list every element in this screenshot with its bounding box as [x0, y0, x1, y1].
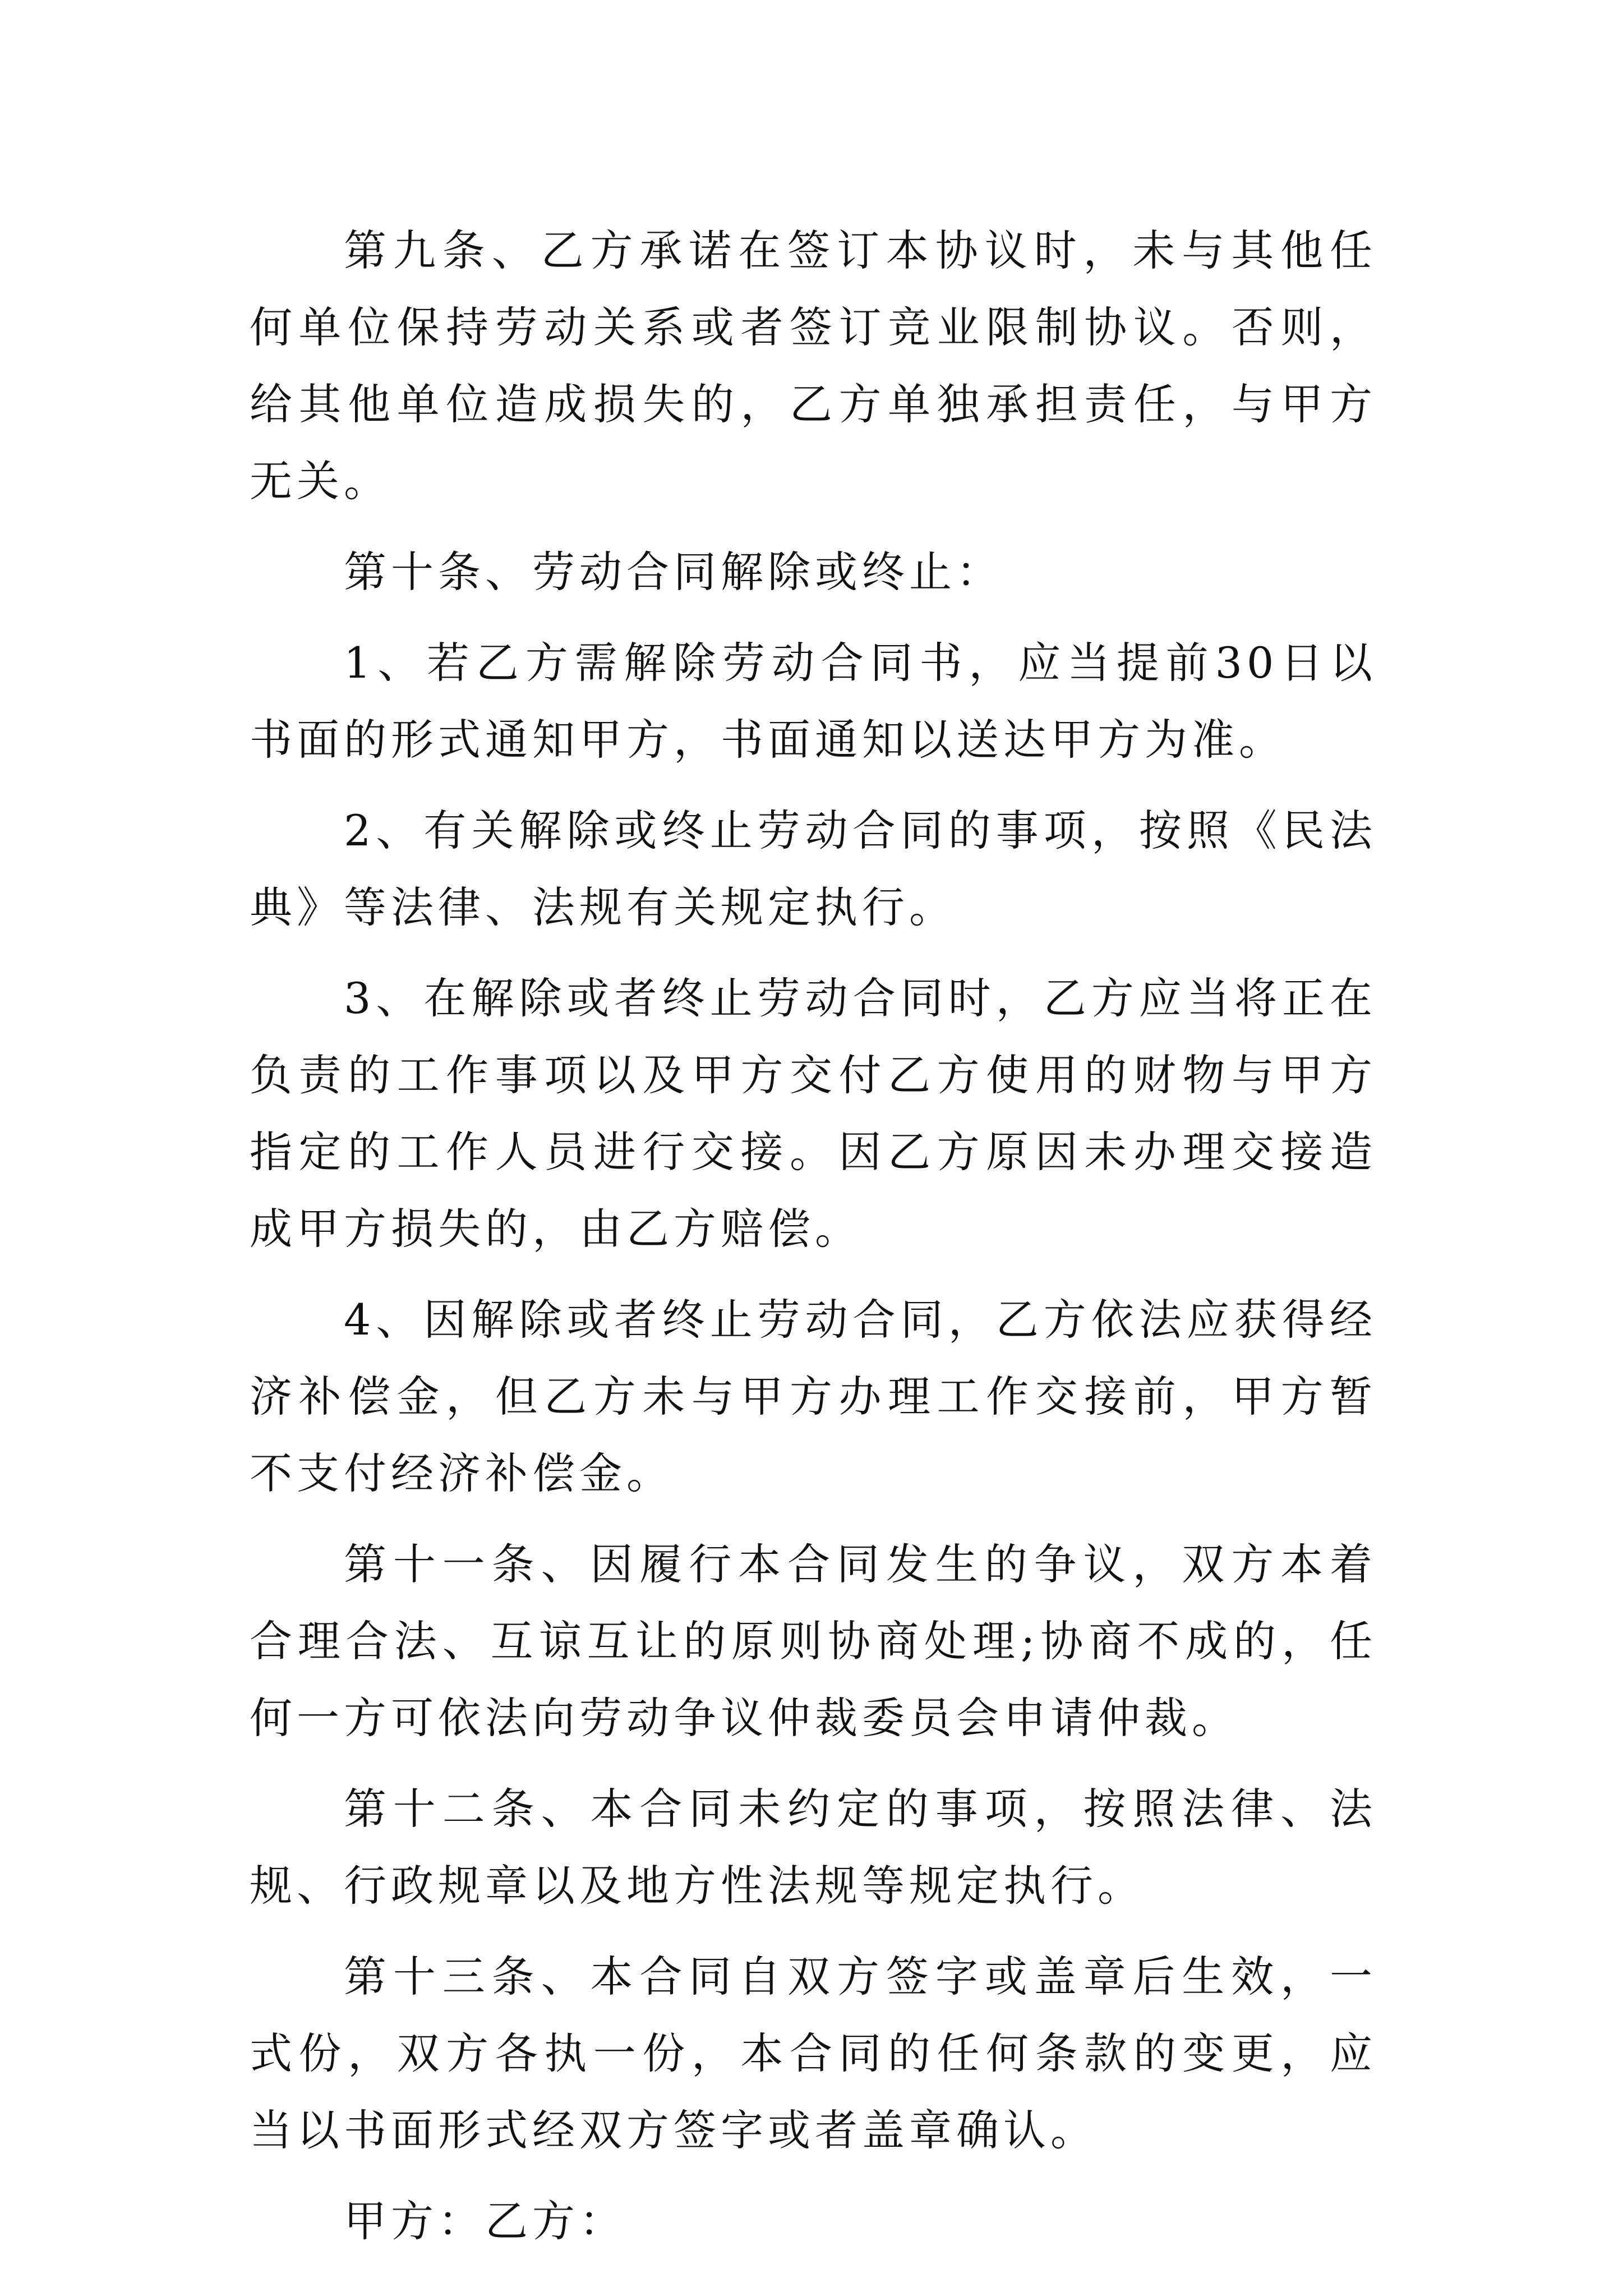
article-9-paragraph: 第九条、乙方承诺在签订本协议时，未与其他任何单位保持劳动关系或者签订竞业限制协议。否则，给其他单位造成损失的，乙方单独承担责任，与甲方无关。: [250, 226, 1377, 506]
article-10-item-4: 4、因解除或者终止劳动合同，乙方依法应获得经济补偿金，但乙方未与甲方办理工作交接前，甲方暂不支付经济补偿金。: [250, 1295, 1377, 1498]
article-12-paragraph: 第十二条、本合同未约定的事项，按照法律、法规、行政规章以及地方性法规等规定执行。: [250, 1784, 1377, 1911]
document-body: [250, 212, 1377, 2260]
article-10-item-3: 3、在解除或者终止劳动合同时，乙方应当将正在负责的工作事项以及甲方交付乙方使用的财物与甲方指定的工作人员进行交接。因乙方原因未办理交接造成甲方损失的，由乙方赔偿。: [250, 973, 1377, 1254]
article-10-item-2: 2、有关解除或终止劳动合同的事项，按照《民法典》等法律、法规有关规定执行。: [250, 806, 1377, 932]
article-10-heading: 第十条、劳动合同解除或终止：: [344, 547, 1003, 597]
signature-line: 甲方：乙方：: [344, 2196, 626, 2246]
article-10-item-1: 1、若乙方需解除劳动合同书，应当提前30日以书面的形式通知甲方，书面通知以送达甲方为准。: [250, 638, 1377, 765]
article-11-paragraph: 第十一条、因履行本合同发生的争议，双方本着合理合法、互谅互让的原则协商处理;协商不成的，任何一方可依法向劳动争议仲裁委员会申请仲裁。: [250, 1539, 1377, 1743]
article-13-paragraph: 第十三条、本合同自双方签字或盖章后生效，一式份，双方各执一份，本合同的任何条款的变更，应当以书面形式经双方签字或者盖章确认。: [250, 1952, 1377, 2155]
